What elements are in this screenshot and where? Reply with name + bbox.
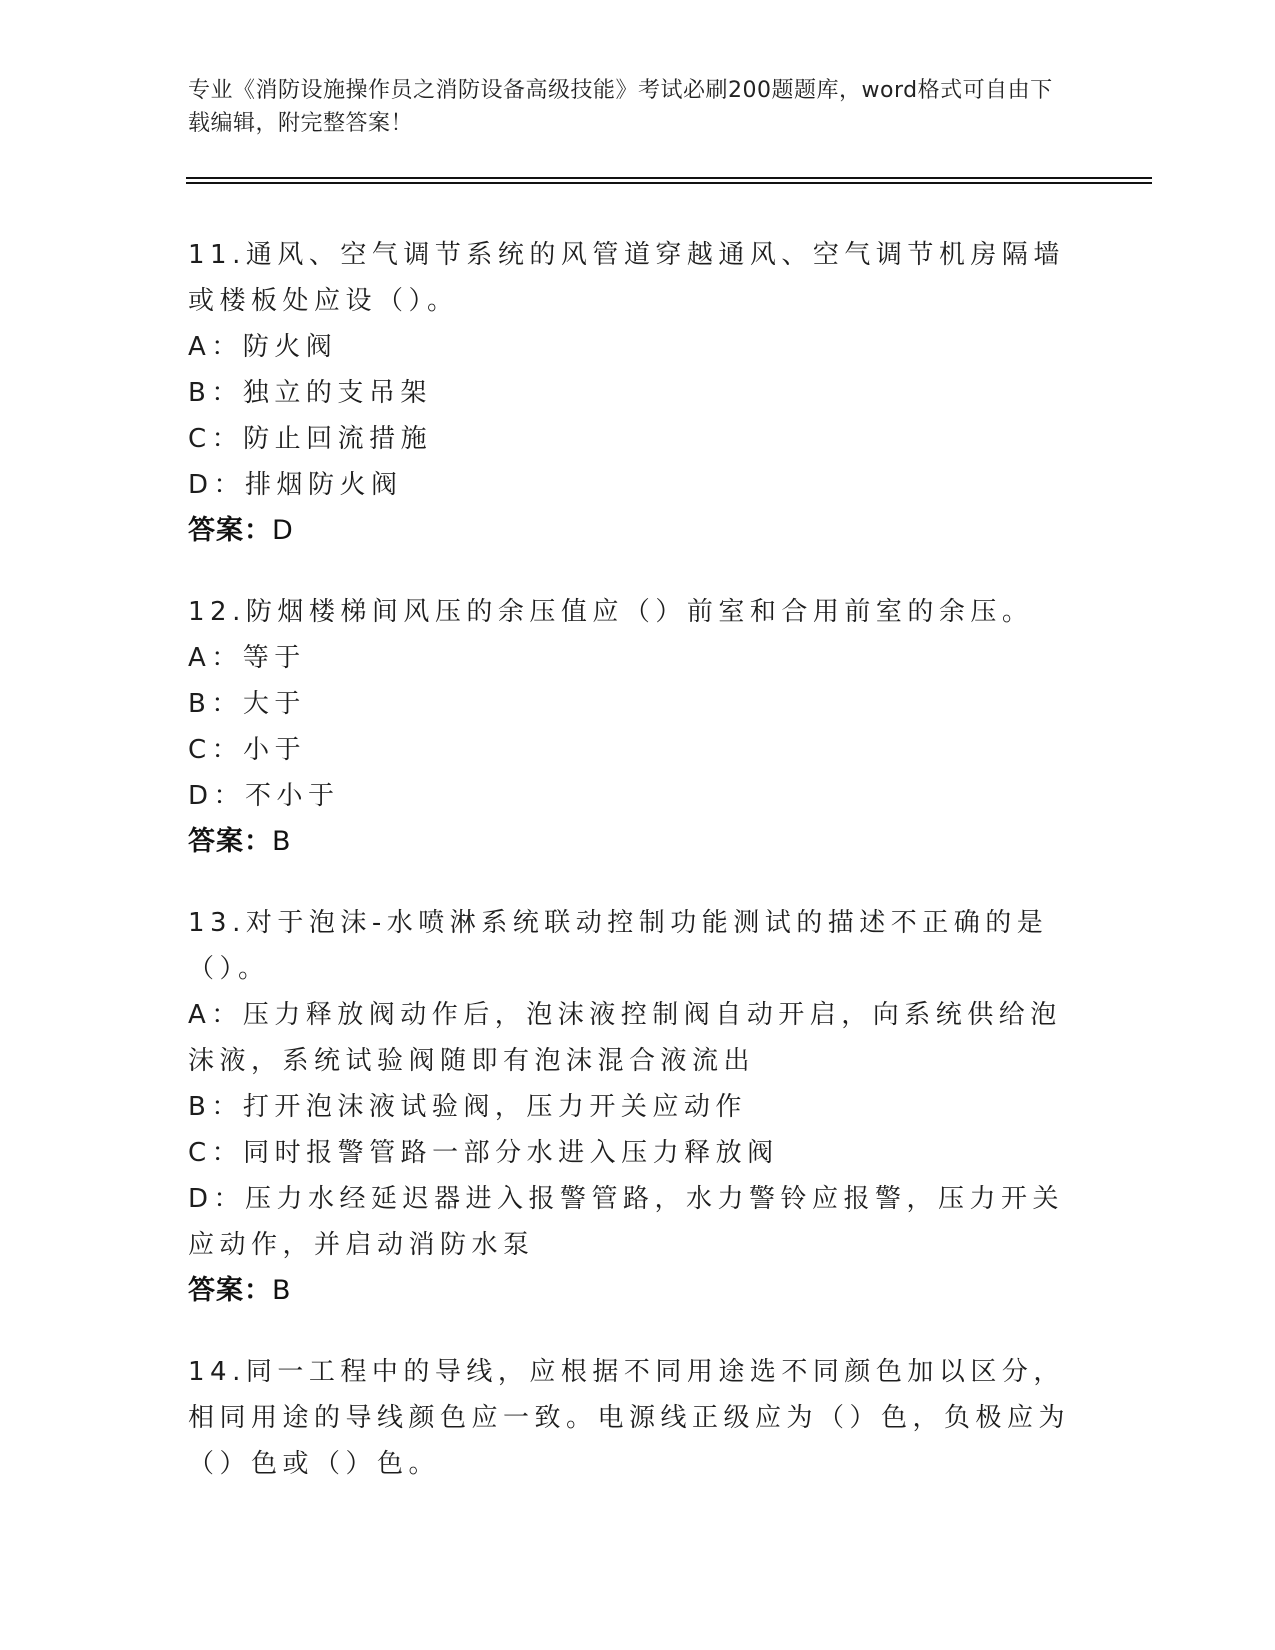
- option-b: B：大于: [188, 689, 306, 719]
- answer-line: [188, 819, 1078, 865]
- question-stem: 11.通风、空气调节系统的风管道穿越通风、空气调节机房隔墙或楼板处应设（）。: [188, 240, 1065, 316]
- option-a: A：等于: [188, 643, 306, 673]
- header-title: 专业《消防设施操作员之消防设备高级技能》考试必刷200题题库，word格式可自由下载编辑，附完整答案！: [188, 78, 1053, 136]
- header-divider-top: [186, 177, 1152, 179]
- option-d: D：不小于: [188, 781, 340, 811]
- question-stem: 14.同一工程中的导线，应根据不同用途选不同颜色加以区分，相同用途的导线颜色应一致。电源线正级应为（）色，负极应为（）色或（）色。: [188, 1357, 1071, 1479]
- option-d: D：压力水经延迟器进入报警管路，水力警铃应报警，压力开关应动作，并启动消防水泵: [188, 1184, 1065, 1260]
- header-divider-bottom: [186, 182, 1152, 184]
- answer-value: B: [272, 826, 292, 857]
- answer-label: 答案：: [188, 826, 272, 857]
- option-c: C：同时报警管路一部分水进入压力释放阀: [188, 1138, 779, 1168]
- question-stem: 13.对于泡沫-水喷淋系统联动控制功能测试的描述不正确的是（）。: [188, 908, 1049, 984]
- answer-line: [188, 1268, 1078, 1314]
- option-b: B：打开泡沫液试验阀，压力开关应动作: [188, 1092, 747, 1122]
- option-c: C：小于: [188, 735, 307, 765]
- option-b: B：独立的支吊架: [188, 378, 432, 408]
- answer-value: D: [272, 515, 294, 546]
- answer-line: [188, 508, 1078, 554]
- question-13: [188, 900, 1078, 1314]
- answer-label: 答案：: [188, 1275, 272, 1306]
- question-14: [188, 1349, 1078, 1487]
- question-stem: 12.防烟楼梯间风压的余压值应（）前室和合用前室的余压。: [188, 597, 1034, 627]
- option-a: A：压力释放阀动作后，泡沫液控制阀自动开启，向系统供给泡沫液，系统试验阀随即有泡沫混合液流出: [188, 1000, 1062, 1076]
- option-c: C：防止回流措施: [188, 424, 433, 454]
- question-12: [188, 589, 1078, 865]
- question-list: [188, 232, 1078, 1522]
- option-a: A：防火阀: [188, 332, 338, 362]
- answer-label: 答案：: [188, 515, 272, 546]
- option-d: D：排烟防火阀: [188, 470, 403, 500]
- answer-value: B: [272, 1275, 292, 1306]
- document-header: [188, 74, 1068, 140]
- question-11: [188, 232, 1078, 554]
